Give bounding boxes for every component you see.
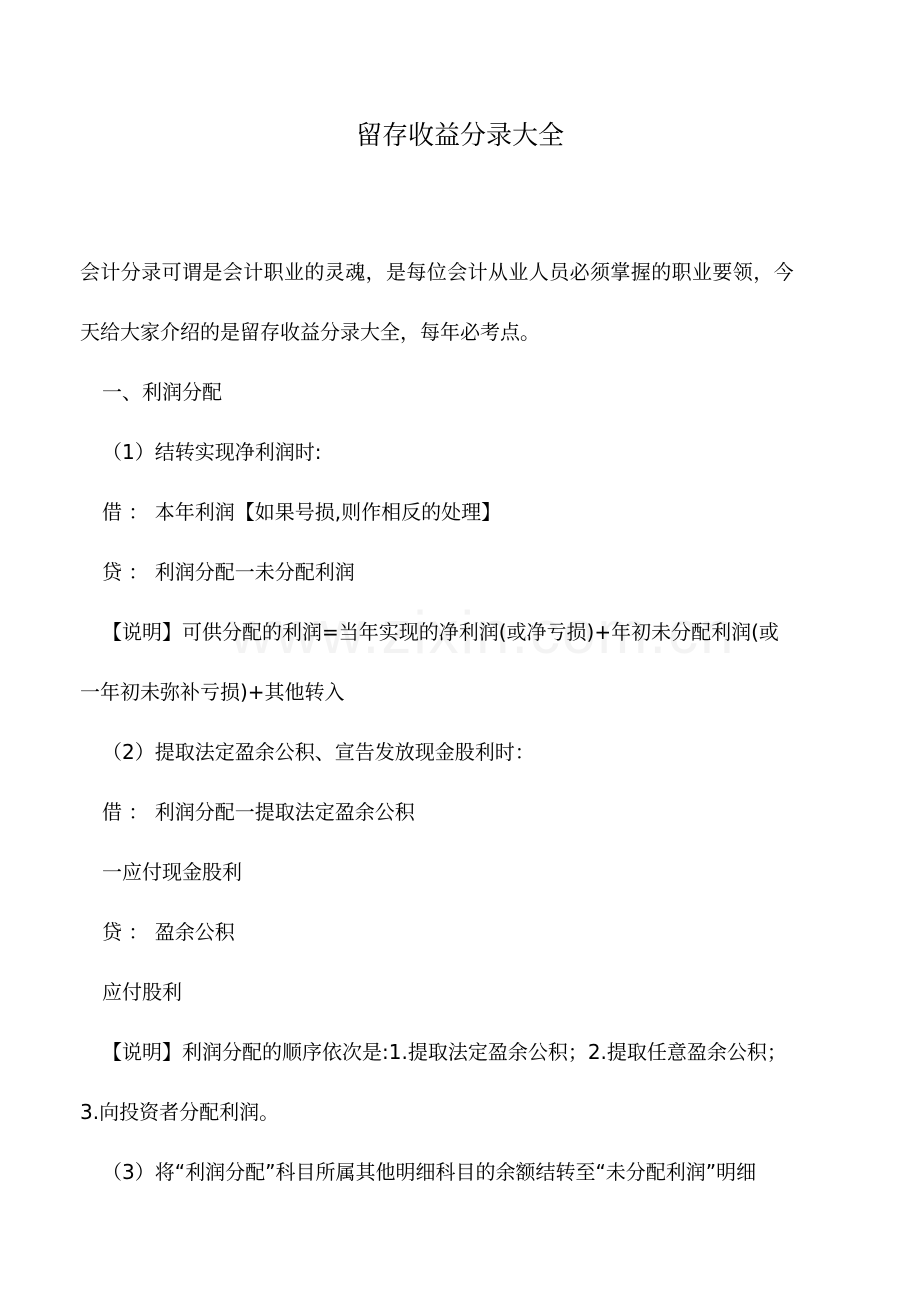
debit-entry: 借 ： 利润分配一提取法定盈余公积 xyxy=(102,800,415,824)
section-heading: 一、利润分配 xyxy=(102,380,222,404)
subsection-heading: （3）将“利润分配”科目所属其他明细科目的余额结转至“未分配利润”明细 xyxy=(102,1160,757,1184)
note-line: 一年初未弥补亏损)+其他转入 xyxy=(80,680,345,704)
paragraph-line: 天给大家介绍的是留存收益分录大全，每年必考点。 xyxy=(80,320,540,344)
note-line: 【说明】利润分配的顺序依次是:1.提取法定盈余公积；2.提取任意盈余公积； xyxy=(102,1040,787,1064)
entry-detail-line: 应付股利 xyxy=(102,980,182,1004)
debit-entry: 借 ： 本年利润【如果号损,则作相反的处理】 xyxy=(102,500,502,524)
subsection-heading: （1）结转实现净利润时: xyxy=(102,440,322,464)
note-line: 【说明】可供分配的利润=当年实现的净利润(或净亏损)+年初未分配利润(或 xyxy=(102,620,779,644)
credit-entry: 贷 ： 利润分配一未分配利润 xyxy=(102,560,355,584)
document-title: 留存收益分录大全 xyxy=(355,121,564,151)
entry-detail-line: 一应付现金股利 xyxy=(102,860,242,884)
credit-entry: 贷 ： 盈余公积 xyxy=(102,920,235,944)
note-line: 3.向投资者分配利润。 xyxy=(80,1100,280,1124)
subsection-heading: （2）提取法定盈余公积、宣告发放现金股利时： xyxy=(102,740,535,764)
paragraph-line: 会计分录可谓是会计职业的灵魂，是每位会计从业人员必须掌握的职业要领，今 xyxy=(80,260,794,284)
